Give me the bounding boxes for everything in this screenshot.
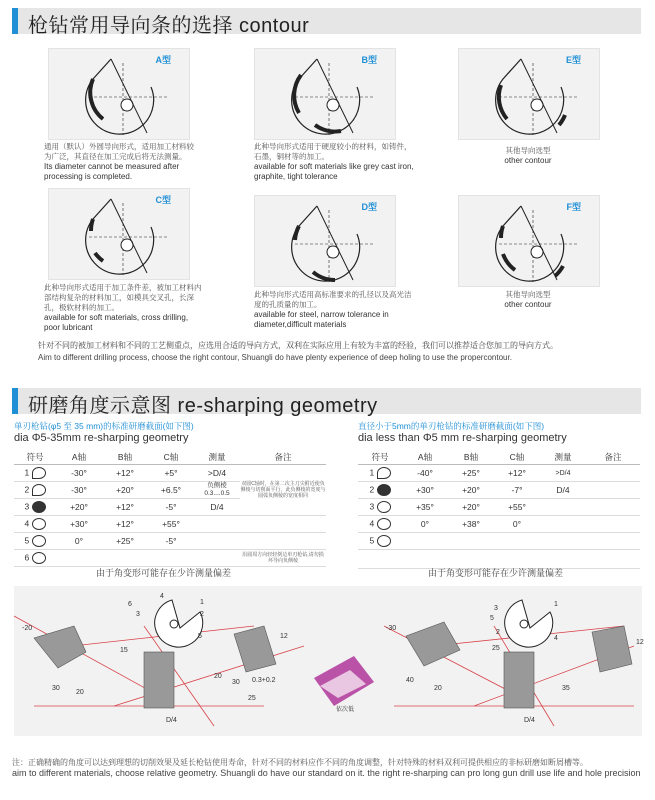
drill-section-icon [32, 501, 46, 513]
table-row [358, 533, 640, 550]
a-axis-cell [56, 550, 102, 567]
symbol-cell [14, 550, 56, 567]
row-number: 4 [369, 518, 375, 529]
c-axis-cell: +12° [494, 465, 540, 482]
remark-cell: 双圆C轴时，在第二次主刀尖附近使负侧棱与切削面平行，此负侧棱的宽度与圆弧负侧棱的宽度相同 [240, 465, 326, 516]
desc-en: other contour [504, 300, 552, 309]
measure-cell [540, 516, 586, 533]
c-axis-cell: +5° [148, 465, 194, 482]
measure-cell [540, 499, 586, 516]
b-axis-cell [102, 550, 148, 567]
remark-cell [586, 533, 640, 550]
row-number: 5 [369, 535, 375, 546]
contour-card-d [254, 195, 396, 287]
a-axis-cell: +30° [56, 516, 102, 533]
c-axis-cell [148, 550, 194, 567]
c-axis-cell: +55° [494, 499, 540, 516]
col-header: 备注 [240, 450, 326, 465]
symbol-cell [358, 465, 402, 482]
desc-cn: 此种导向形式适用高标准要求的孔径以及高光洁度的孔质量的加工。 [254, 290, 412, 309]
svg-text:-30: -30 [386, 625, 397, 632]
desc-en: available for soft materials like grey cast iron, graphite, tight tolerance [254, 162, 414, 181]
col-header: B轴 [448, 450, 494, 465]
svg-text:5: 5 [198, 633, 202, 640]
drill-section-icon [377, 535, 391, 547]
svg-text:25: 25 [492, 645, 500, 652]
desc-en: other contour [504, 156, 552, 165]
desc-en: Its diameter cannot be measured after processing is completed. [44, 162, 180, 181]
table-row [14, 550, 326, 567]
measure-cell: >D/4 [194, 465, 240, 482]
desc-en: available for steel, narrow tolerance in diameter,difficult materials [254, 310, 389, 329]
svg-text:20: 20 [76, 689, 84, 696]
svg-text:20: 20 [434, 685, 442, 692]
drill-section-icon [32, 484, 46, 496]
card-label: A型 [155, 55, 171, 65]
svg-text:30: 30 [232, 679, 240, 686]
col-header: C轴 [148, 450, 194, 465]
remark-cell [586, 465, 640, 482]
b-axis-cell: +20° [448, 499, 494, 516]
b-axis-cell: +38° [448, 516, 494, 533]
summary-en: Aim to different drilling process, choose the right contour, Shuangli do have plenty experience of deep holing to use the propercontour. [38, 353, 512, 362]
table-row [14, 516, 326, 533]
drill-section-icon [377, 501, 391, 513]
symbol-cell [358, 499, 402, 516]
drill-section-icon [32, 467, 46, 479]
table-row [358, 516, 640, 533]
card-label: C型 [155, 195, 171, 205]
table-header-row [14, 450, 326, 465]
svg-text:6: 6 [128, 601, 132, 608]
symbol-cell [14, 533, 56, 550]
svg-text:1: 1 [200, 599, 204, 606]
a-axis-cell: 0° [56, 533, 102, 550]
contour-card-b [254, 48, 396, 140]
row-number: 6 [24, 552, 30, 563]
svg-text:3: 3 [494, 605, 498, 612]
symbol-cell [358, 482, 402, 499]
section-header-resharping [12, 388, 641, 417]
b-axis-cell: +25° [448, 465, 494, 482]
desc-cn: 通用（默认）外圆导向形式，适用加工材料较为广泛，其直径在加工完成后将无法测量。 [44, 142, 194, 161]
b-axis-cell: +20° [102, 482, 148, 499]
note-cn: 注：正确精确的角度可以达到理想的切削效果及延长枪钻使用寿命，针对不同的材料应作不同的角度调整，针对特殊的材料双利可提供相应的非标研磨如断屑槽等。 [12, 758, 588, 767]
symbol-cell [358, 533, 402, 550]
measure-cell: >D/4 [540, 465, 586, 482]
c-axis-cell: 0° [494, 516, 540, 533]
left-table-subtitle-en: dia Φ5-35mm re-sharping geometry [14, 432, 189, 444]
measure-cell: D/4 [194, 499, 240, 516]
card-b-description [254, 142, 414, 182]
measure-cell: D/4 [540, 482, 586, 499]
symbol-cell [14, 516, 56, 533]
card-f-description [458, 290, 598, 310]
col-header: A轴 [402, 450, 448, 465]
b-axis-cell: +25° [102, 533, 148, 550]
contour-summary [38, 340, 643, 364]
col-header: 符号 [14, 450, 56, 465]
b-axis-cell: +12° [102, 465, 148, 482]
header-accent-bar [12, 8, 18, 34]
right-table-footer: 由于角变形可能存在少许测量偏差 [428, 568, 564, 578]
a-axis-cell: +30° [402, 482, 448, 499]
footer-note [12, 757, 647, 779]
right-table-subtitle-en: dia less than Φ5 mm re-sharping geometry [358, 432, 567, 444]
svg-text:5: 5 [490, 615, 494, 622]
drill-section-icon [377, 467, 391, 479]
svg-text:12: 12 [280, 633, 288, 640]
contour-card-f [458, 195, 600, 287]
remark-cell [586, 482, 640, 499]
svg-text:15: 15 [120, 647, 128, 654]
c-axis-cell: -7° [494, 482, 540, 499]
symbol-cell [358, 516, 402, 533]
section-title: 枪钻常用导向条的选择 contour [28, 15, 310, 37]
b-axis-cell: +20° [448, 482, 494, 499]
card-d-description [254, 290, 414, 330]
desc-cn: 其他导向选型 [505, 146, 551, 155]
col-header: B轴 [102, 450, 148, 465]
desc-cn: 其他导向选型 [505, 290, 551, 299]
row-number: 1 [369, 467, 375, 478]
svg-text:2: 2 [200, 611, 204, 618]
row-number: 3 [369, 501, 375, 512]
col-header: C轴 [494, 450, 540, 465]
section-title: 研磨角度示意图 re-sharping geometry [28, 395, 378, 417]
remark-cell [586, 516, 640, 533]
card-label: D型 [361, 202, 377, 212]
contour-card-e [458, 48, 600, 140]
measure-cell [540, 533, 586, 550]
svg-text:3: 3 [136, 611, 140, 618]
stamp-label: 依次低 [336, 707, 355, 713]
drill-section-icon [32, 552, 46, 564]
c-axis-cell: -5° [148, 499, 194, 516]
c-axis-cell: +55° [148, 516, 194, 533]
summary-cn: 针对不同的被加工材料和不同的工艺侧重点，应选用合适的导向方式，双利在实际应用上有较为丰富的经验，我们可以推荐适合您加工的导向方式。 [38, 341, 558, 350]
measure-cell [194, 516, 240, 533]
row-number: 2 [369, 484, 375, 495]
svg-text:25: 25 [248, 695, 256, 702]
remark-cell [240, 533, 326, 550]
b-axis-cell [448, 533, 494, 550]
col-header: 符号 [358, 450, 402, 465]
symbol-cell [14, 465, 56, 482]
svg-text:30: 30 [52, 685, 60, 692]
table-row [14, 465, 326, 482]
card-label: B型 [361, 55, 377, 65]
table-row [14, 533, 326, 550]
svg-text:D/4: D/4 [524, 717, 535, 724]
geometry-drawing [14, 586, 642, 736]
svg-text:1: 1 [554, 601, 558, 608]
svg-text:20: 20 [214, 673, 222, 680]
table-row [358, 465, 640, 482]
row-number: 4 [24, 518, 30, 529]
c-axis-cell: -5° [148, 533, 194, 550]
drill-section-icon [32, 518, 46, 530]
col-header: 测量 [540, 450, 586, 465]
b-axis-cell: +12° [102, 499, 148, 516]
a-axis-cell [402, 533, 448, 550]
svg-text:D/4: D/4 [166, 717, 177, 724]
table-header-row [358, 450, 640, 465]
b-axis-cell: +12° [102, 516, 148, 533]
resharping-geometry-figure [14, 586, 642, 736]
svg-text:-20: -20 [22, 625, 33, 632]
svg-text:35: 35 [562, 685, 570, 692]
table-row [358, 482, 640, 499]
row-number: 1 [24, 467, 30, 478]
note-en: aim to different materials, choose relative geometry. Shuangli do have our standard on it. the right re-sharping can pro long gun drill use life and hole precision [12, 768, 641, 778]
a-axis-cell: -40° [402, 465, 448, 482]
row-number: 3 [24, 501, 30, 512]
drill-section-icon [377, 518, 391, 530]
c-axis-cell [494, 533, 540, 550]
desc-en: available for soft materials, cross drilling, poor lubricant [44, 313, 189, 332]
symbol-cell [14, 499, 56, 516]
section-header-contour [12, 8, 641, 37]
drill-section-icon [377, 484, 391, 496]
table-row [358, 499, 640, 516]
symbol-cell [14, 482, 56, 499]
c-axis-cell: +6.5° [148, 482, 194, 499]
col-header: 测量 [194, 450, 240, 465]
right-geometry-table [358, 450, 640, 569]
left-geometry-table [14, 450, 326, 567]
row-number: 5 [24, 535, 30, 546]
remark-cell [586, 499, 640, 516]
right-table-subtitle-cn: 直径小于5mm的单刃枪钻的标准研磨截面(如下图) [358, 421, 545, 431]
col-header: A轴 [56, 450, 102, 465]
left-table-footer: 由于角变形可能存在少许测量偏差 [96, 568, 232, 578]
svg-text:2: 2 [496, 629, 500, 636]
svg-text:0.3+0.2: 0.3+0.2 [252, 677, 276, 684]
measure-cell [194, 533, 240, 550]
measure-cell: 负侧棱 0.3....0.5 [194, 482, 240, 499]
a-axis-cell: 0° [402, 516, 448, 533]
desc-cn: 此种导向形式适用于硬度较小的材料，如铸件，石墨，铜材等的加工。 [254, 142, 412, 161]
card-e-description [458, 146, 598, 166]
svg-text:40: 40 [406, 677, 414, 684]
a-axis-cell: +35° [402, 499, 448, 516]
contour-card-a [48, 48, 190, 140]
desc-cn: 此种导向形式适用于加工条件差，被加工材料内部结构复杂的材料加工，如模具交叉孔，长深孔，极软材料的加工。 [44, 283, 202, 312]
card-a-description [44, 142, 194, 182]
row-number: 2 [24, 484, 30, 495]
remark-cell: 沿圆周方向轻轻倒边单刃枪钻,请勿损坏导向负侧棱 [240, 550, 326, 567]
a-axis-cell: -30° [56, 482, 102, 499]
svg-text:4: 4 [554, 635, 558, 642]
svg-text:4: 4 [160, 593, 164, 600]
contour-card-c [48, 188, 190, 280]
left-table-subtitle-cn: 单刃枪钻(φ5 至 35 mm)的标准研磨截面(如下图) [14, 421, 194, 431]
symbol-cell [358, 550, 402, 569]
card-label: F型 [566, 202, 581, 212]
card-c-description [44, 283, 204, 333]
measure-cell [194, 550, 240, 567]
header-accent-bar [12, 388, 18, 414]
svg-text:12: 12 [636, 639, 644, 646]
a-axis-cell: +20° [56, 499, 102, 516]
card-label: E型 [565, 55, 581, 65]
a-axis-cell: -30° [56, 465, 102, 482]
remark-cell [240, 516, 326, 533]
col-header: 备注 [586, 450, 640, 465]
drill-section-icon [32, 535, 46, 547]
